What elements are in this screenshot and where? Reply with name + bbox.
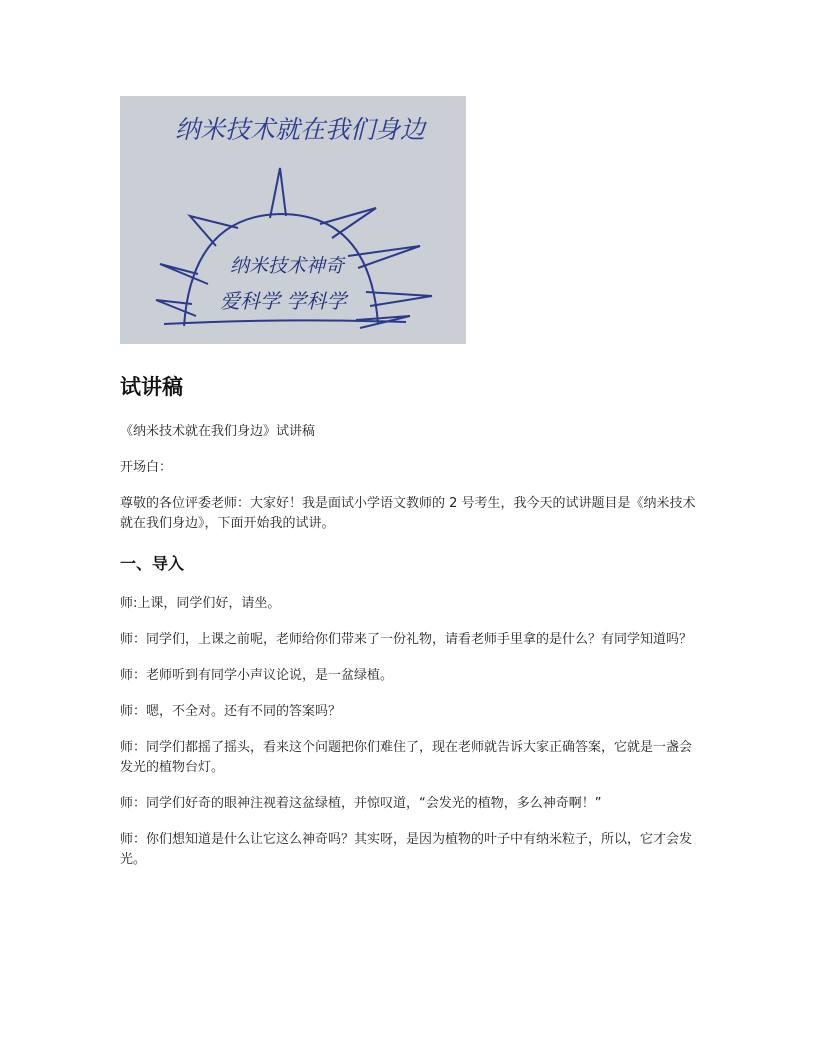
paragraph: 师：嗯，不全对。还有不同的答案吗？ <box>120 704 342 719</box>
sketch-line-1: 纳米技术神奇 <box>230 255 345 277</box>
blackboard-sketch-image <box>120 96 466 344</box>
paragraph: 师:上课，同学们好，请坐。 <box>120 596 281 611</box>
sketch-line-2: 爱科学 学科学 <box>220 289 347 313</box>
paragraph: 师：同学们好奇的眼神注视着这盆绿植，并惊叹道，“会发光的植物，多么神奇啊！” <box>120 796 602 811</box>
intro-paragraph: 尊敬的各位评委老师：大家好！我是面试小学语文教师的 2 号考生，我今天的试讲题目是《纳米技术就在我们身边》，下面开始我的试讲。 <box>120 496 696 531</box>
page-title: 试讲稿 <box>120 375 183 399</box>
sun-drawing <box>120 96 466 344</box>
paragraph: 师：同学们都摇了摇头，看来这个问题把你们难住了，现在老师就告诉大家正确答案，它就是一盏会发光的植物台灯。 <box>120 740 693 775</box>
paragraph: 师：老师听到有同学小声议论说，是一盆绿植。 <box>120 668 394 683</box>
document-page <box>120 96 700 870</box>
paragraph: 师：你们想知道是什么让它这么神奇吗？其实呀，是因为植物的叶子中有纳米粒子，所以，它才会发光。 <box>120 832 693 867</box>
sketch-title: 纳米技术就在我们身边 <box>175 115 426 144</box>
section-heading: 一、导入 <box>120 554 185 573</box>
opening-label: 开场白： <box>120 460 173 475</box>
document-subtitle: 《纳米技术就在我们身边》试讲稿 <box>120 424 316 439</box>
paragraph: 师：同学们，上课之前呢，老师给你们带来了一份礼物，请看老师手里拿的是什么？有同学知道吗？ <box>120 632 693 647</box>
